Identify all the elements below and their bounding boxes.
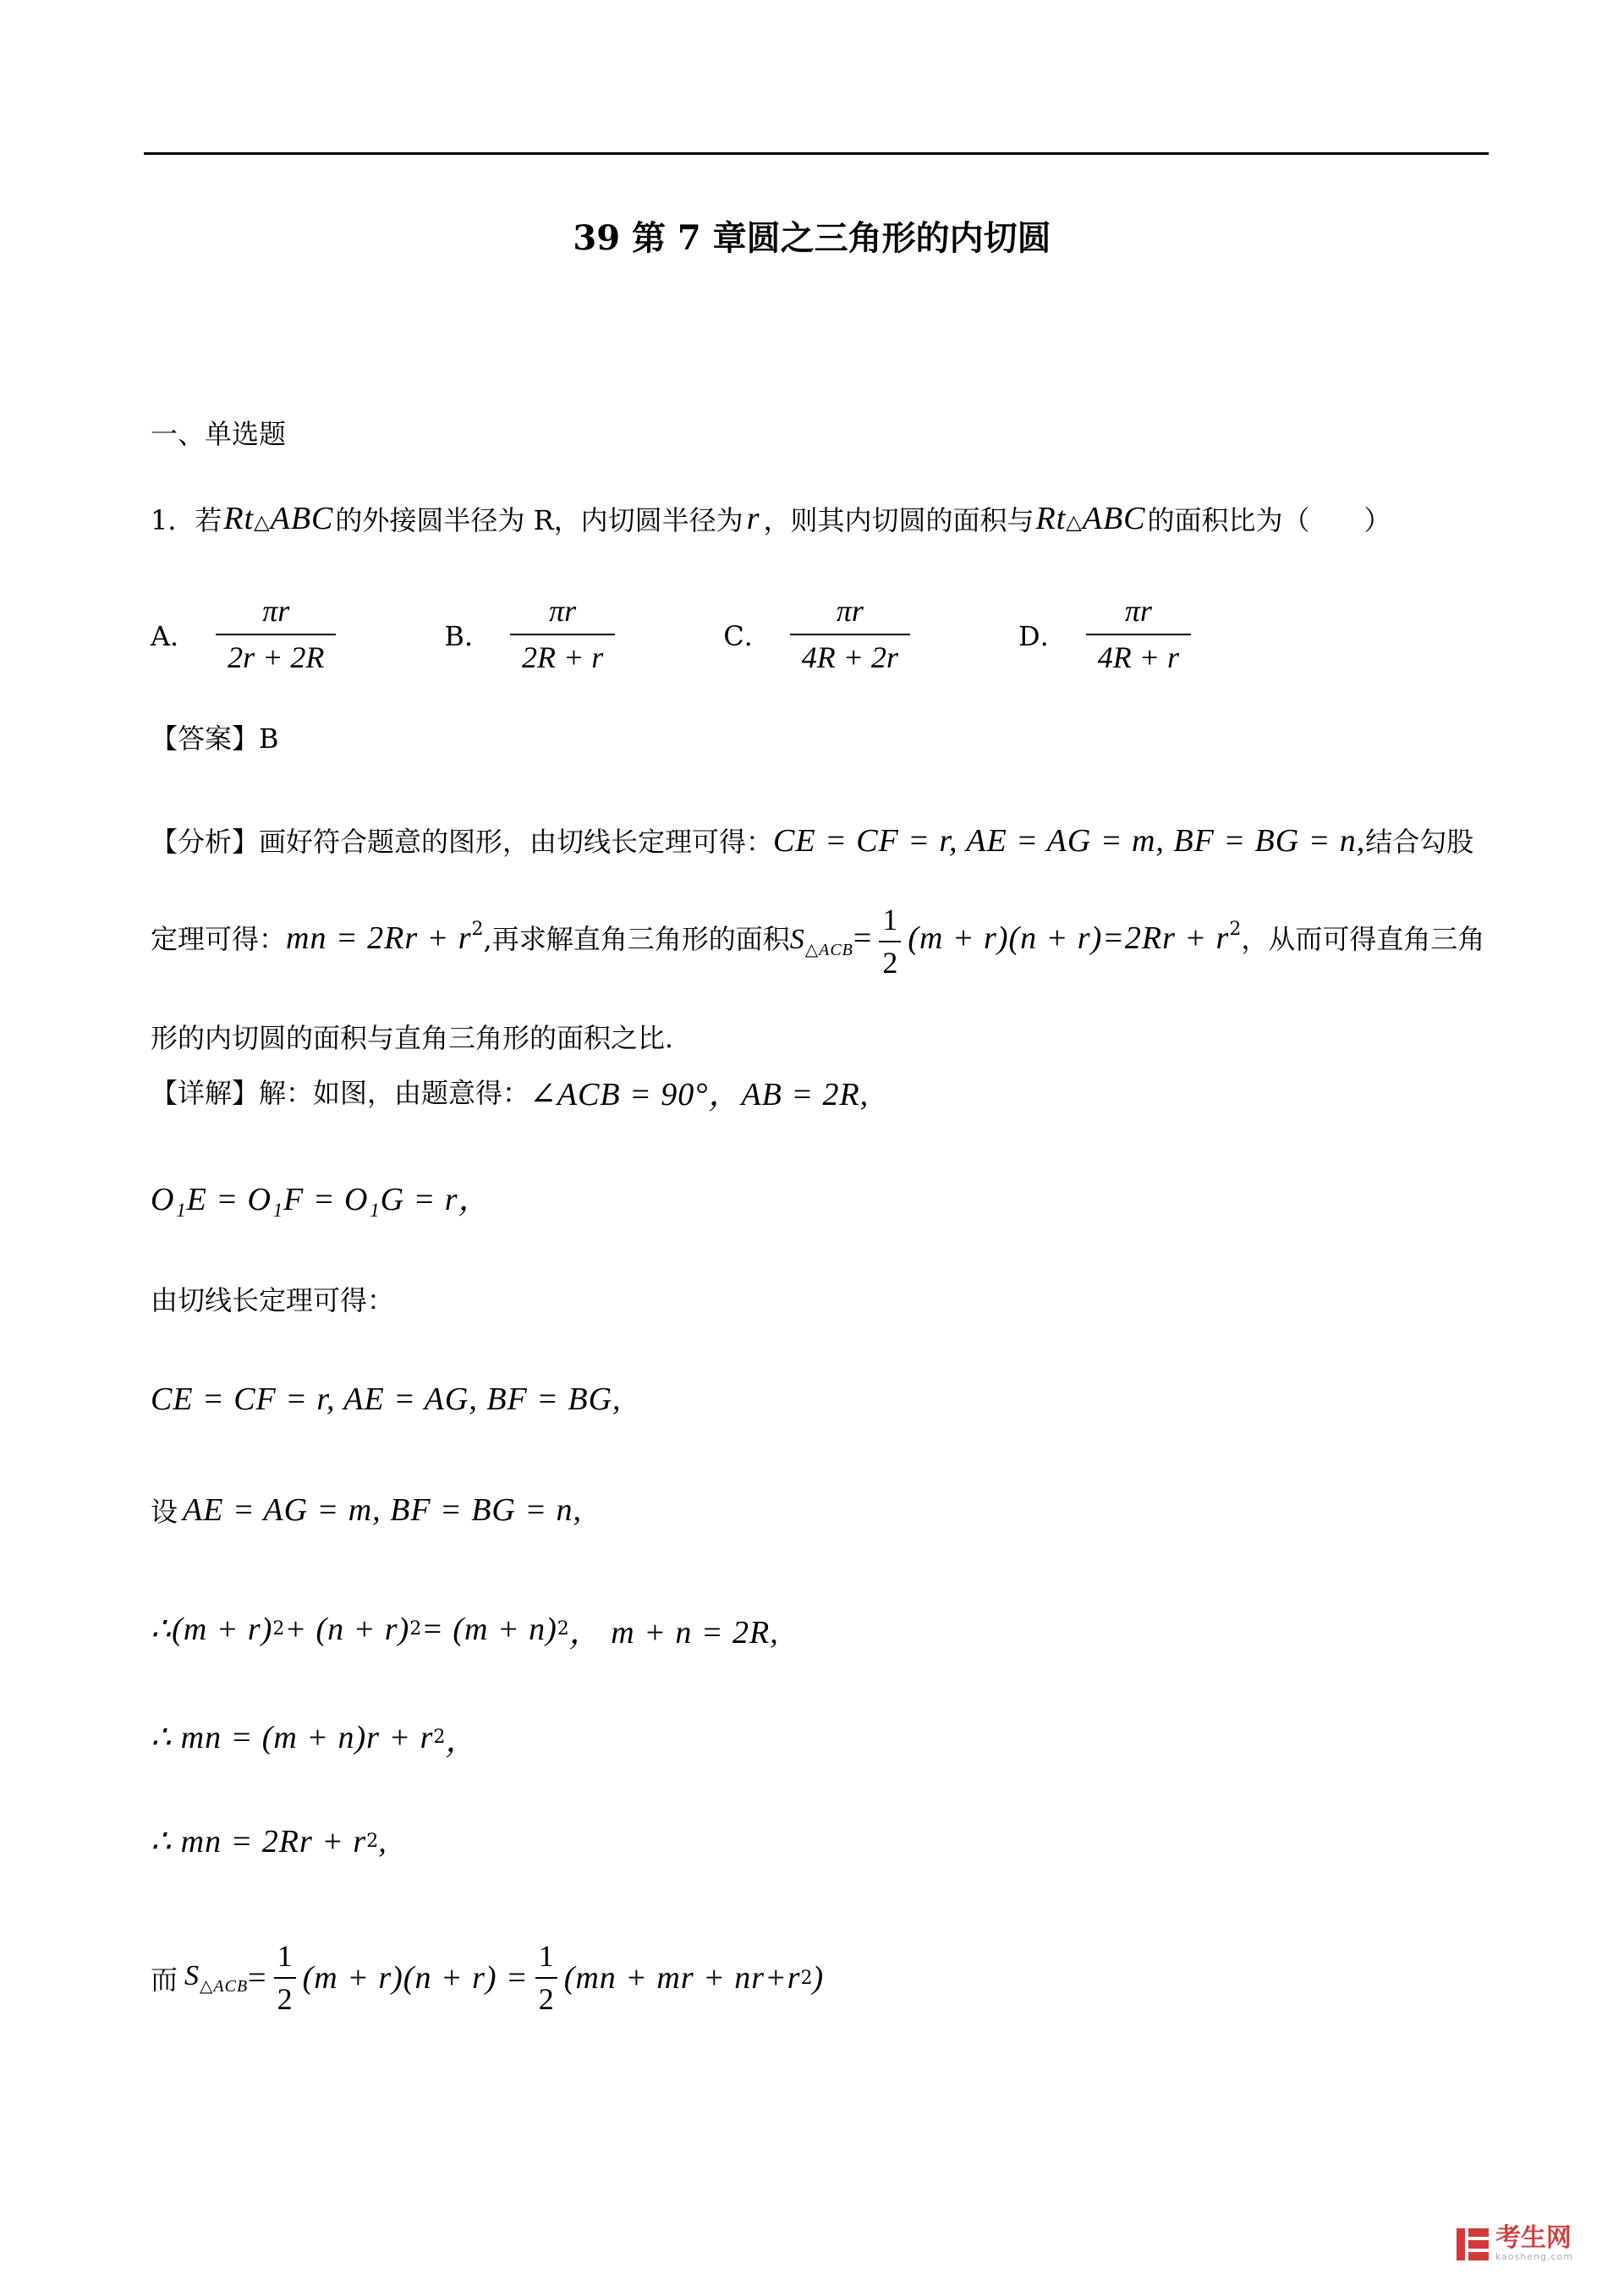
eq-mn-1: ∴ mn = (m + n)r + r 2 ， (151, 1720, 479, 1759)
options-row (151, 592, 1299, 677)
detail-head: 【详解】解：如图，由题意得： ∠ACB = 90°，AB = 2R, (151, 1076, 870, 1112)
tangent-theorem-text: 由切线长定理可得： (151, 1284, 395, 1316)
option-a[interactable]: A． $\frac{\pi r}{2r + 2R}$ (151, 592, 343, 677)
option-b[interactable]: B． $\frac{\pi r}{2R + r}$ (444, 592, 622, 677)
eq-mn-2: ∴ mn = 2Rr + r 2 , (151, 1823, 387, 1859)
analysis-paragraph: 【分析】画好符合题意的图形，由切线长定理可得：CE = CF = r, AE = AG = m, BF = BG = n,结合勾股定理可得：mn = $2Rr + r^2$,再求解直角三角形的面积$S_{\triangle ACB}=$ $\frac{1}{2}$ $(m + r)(n + r)=2Rr + r^2$，从而可得直角三角形的内切圆的面积与直角三角形的面积之比． (151, 823, 1485, 1054)
site-logo: 考生网 kaosheng.com (1457, 2226, 1573, 2262)
header-rule (144, 152, 1489, 155)
eq-pythagoras: ∴(m + r) 2 + (n + r) 2 = (m + n) 2 ， m + n = 2R, (151, 1611, 779, 1651)
section-heading: 一、单选题 (151, 418, 287, 450)
eq-tangents: CE = CF = r, AE = AG, BF = BG, (151, 1381, 622, 1417)
option-c[interactable]: C． $\frac{\pi r}{4R + 2r}$ (723, 592, 917, 677)
eq-area: 而 $S_{\triangle ACB}$ = $\frac{1}{2}$ (m + r)(n + r) = $\frac{1}{2}$ (mn + mr + nr+r 2 ) (151, 1937, 824, 2019)
option-d[interactable]: D． $\frac{\pi r}{4R + r}$ (1018, 592, 1198, 677)
logo-mark-icon (1457, 2228, 1489, 2260)
eq-radii: O₁E = O₁F = O₁G = r， (151, 1182, 491, 1217)
page-title: 39 第 7 章圆之三角形的内切圆 (573, 218, 1051, 258)
question-1: 1．若 Rt△ABC 的外接圆半径为 R，内切圆半径为 r ，则其内切圆的面积与 Rt△ABC 的面积比为（ ） (151, 501, 1391, 536)
answer: 【答案】B (151, 722, 279, 755)
eq-set: 设 AE = AG = m, BF = BG = n, (151, 1492, 582, 1528)
